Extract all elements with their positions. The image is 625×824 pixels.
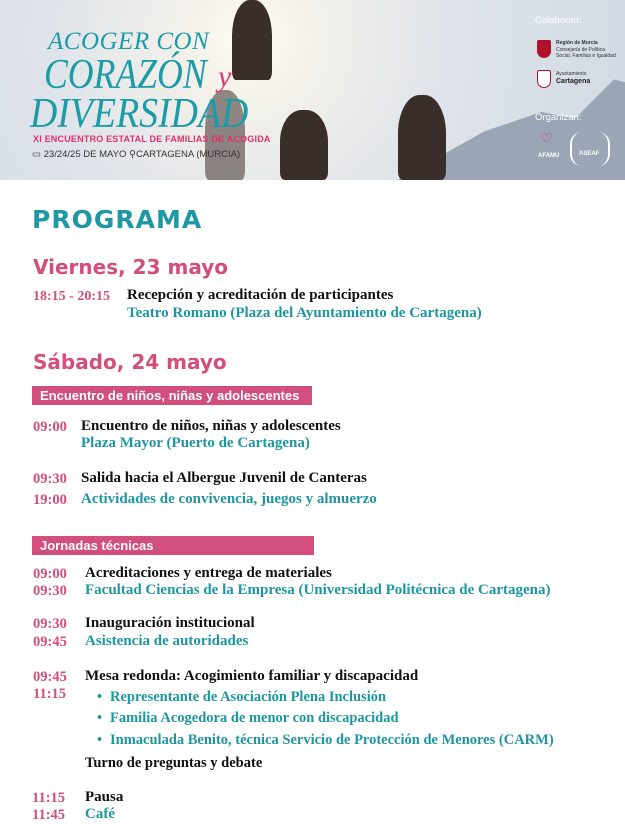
item-start: 09:00: [33, 419, 67, 435]
item-title: Pausa: [85, 789, 124, 805]
item-location: Asistencia de autoridades: [85, 633, 249, 649]
bullet-item: • Representante de Asociación Plena Inclusión: [110, 689, 386, 706]
bullet-item: • Inmaculada Benito, técnica Servicio de Protección de Menores (CARM): [110, 732, 554, 749]
silhouette-child: [232, 0, 272, 80]
item-title: Recepción y acreditación de participantes: [127, 287, 394, 303]
murcia-logo-shield: [537, 40, 551, 58]
item-start: 09:30: [33, 471, 67, 487]
banner-title-1: ACOGER CON: [48, 28, 210, 55]
item-note: Turno de preguntas y debate: [85, 755, 263, 771]
event-banner: [0, 0, 625, 180]
item-title: Mesa redonda: Acogimiento familiar y discapacidad: [85, 668, 419, 684]
section-bar: Jornadas técnicas: [32, 536, 314, 555]
aseaf-logo: ASEAF: [579, 151, 600, 157]
murcia-logo-sub: Consejería de Política Social, Familias e Igualdad: [556, 47, 616, 59]
banner-date-place: [32, 149, 240, 161]
silhouette-kid: [280, 110, 328, 180]
banner-title-3: DIVERSIDAD: [30, 91, 249, 137]
murcia-logo: Región de Murcia: [556, 40, 598, 46]
cartagena-logo-shield: [537, 70, 551, 88]
section-bar: Encuentro de niños, niñas y adolescentes: [32, 386, 312, 405]
item-start: 11:15: [32, 790, 66, 806]
item-title: Encuentro de niños, niñas y adolescentes: [81, 418, 341, 434]
organize-label: Organizan:: [535, 112, 582, 123]
item-start: 09:30: [33, 616, 67, 632]
day-heading: Viernes, 23 mayo: [33, 255, 228, 279]
cartagena-logo: Cartagena: [556, 78, 591, 85]
item-title: Salida hacia el Albergue Juvenil de Canteras: [81, 470, 367, 486]
day-heading: Sábado, 24 mayo: [33, 350, 227, 374]
item-end: 19:00: [33, 492, 67, 508]
banner-title-y: y: [218, 60, 232, 93]
page-title: PROGRAMA: [32, 205, 203, 234]
item-location: Teatro Romano (Plaza del Ayuntamiento de Cartagena): [127, 305, 482, 321]
item-location: Café: [85, 806, 115, 822]
calendar-icon: ▭: [32, 149, 44, 160]
silhouette-woman: [398, 95, 446, 180]
heart-icon: ♡: [540, 132, 553, 147]
aseaf-logo-frame: [570, 132, 610, 166]
item-start: 09:45: [33, 669, 67, 685]
item-location: Facultad Ciencias de la Empresa (Universidad Politécnica de Cartagena): [85, 582, 551, 598]
item-time: 18:15 - 20:15: [33, 289, 110, 304]
item-end: 11:45: [32, 807, 66, 823]
item-title: Acreditaciones y entrega de materiales: [85, 565, 332, 581]
banner-title-2: CORAZÓN: [44, 52, 207, 98]
item-start: 09:00: [33, 566, 67, 582]
item-location: Plaza Mayor (Puerto de Cartagena): [81, 435, 310, 451]
location-pin-icon: ⚲: [129, 149, 136, 160]
item-end: 11:15: [33, 686, 67, 702]
banner-subtitle: XI ENCUENTRO ESTATAL DE FAMILIAS DE ACOGIDA: [33, 134, 271, 144]
item-end: 09:45: [33, 634, 67, 650]
item-end: 09:30: [33, 583, 67, 599]
cartagena-logo-top: Ayuntamiento: [556, 71, 587, 77]
afamu-logo: AFAMU: [538, 153, 560, 159]
item-location: Actividades de convivencia, juegos y almuerzo: [81, 491, 377, 507]
collaborate-label: Colaboran:: [535, 15, 582, 26]
banner-dates: 23/24/25 DE MAYO: [43, 149, 127, 160]
item-title: Inauguración institucional: [85, 615, 255, 631]
bullet-item: • Familia Acogedora de menor con discapacidad: [110, 710, 399, 727]
banner-place: CARTAGENA (MURCIA): [135, 149, 241, 160]
